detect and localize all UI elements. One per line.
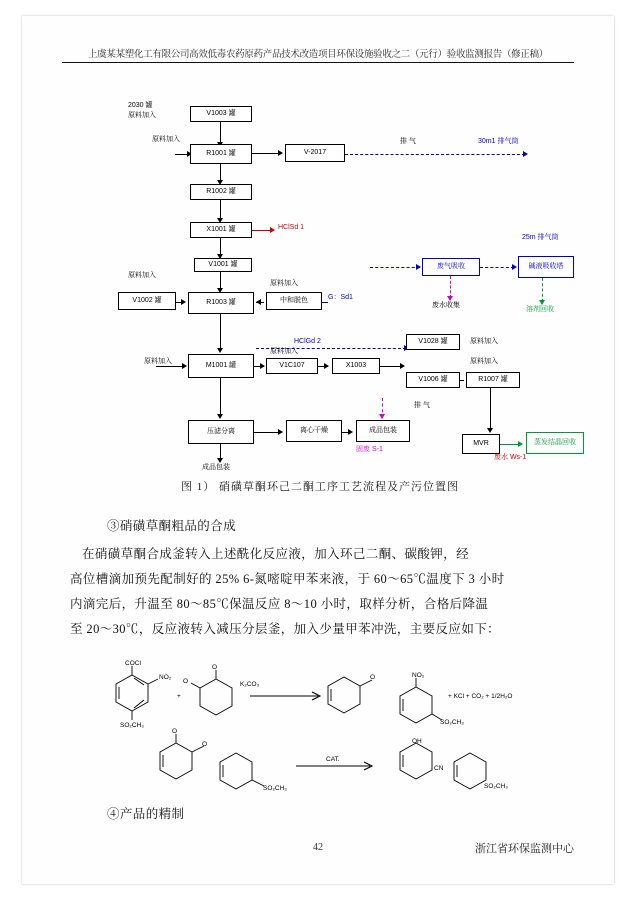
node-v1002: V1002 罐 [118, 292, 176, 310]
line-x1003-to-v1006 [380, 366, 402, 367]
paragraph-line-4: 至 20～30℃，反应液转入减压分层釜，加入少量甲苯冲洗，主要反应如下： [70, 622, 501, 636]
tag-hcl-sd1: HClSd 1 [278, 224, 305, 231]
line-bottom-left-to-mid [254, 432, 280, 433]
dashed-to-blue-left [370, 267, 420, 268]
node-r1003: R1003 罐 [188, 292, 254, 314]
tag-feed-v1007: 原料加入 [270, 348, 298, 355]
node-v1003: V1003 罐 [190, 106, 252, 122]
node-m1001: M1001 罐 [188, 354, 254, 378]
tag-feed-r1007: 原料加入 [470, 338, 498, 345]
node-bottom-left: 压滤分离 [188, 420, 254, 444]
node-v2017: V-2017 [285, 144, 345, 162]
paragraph-line-2: 高位槽滴加预先配制好的 25% 6-氮嘧啶甲苯来液，于 60～65℃温度下 3 小时 [70, 572, 505, 586]
paragraph-3-heading: ③硝磺草酮粗品的合成 [107, 519, 237, 533]
dashed-blue-left-to-right [480, 267, 514, 268]
arrow-right-m1001 [182, 363, 187, 369]
tag-solid-waste: 固废 S-1 [356, 446, 383, 453]
arrow-right-stack-30m [523, 151, 528, 157]
tag-left-feed-v1002: 原料加入 [128, 272, 156, 279]
chem-label-no2b: NO₂ [412, 672, 425, 679]
tag-feed-r1007b: 原料加入 [470, 358, 498, 365]
tag-feed-right-r1003: 原料加入 [270, 280, 298, 287]
chem-label-o3: O [370, 674, 376, 681]
arrow-right-blue-left [416, 264, 421, 270]
node-r1007: R1007 罐 [466, 372, 520, 388]
tag-recycle: 溶剂回收 [526, 306, 554, 313]
chemistry-svg [82, 660, 562, 801]
node-r1001: R1001 罐 [190, 144, 252, 164]
chem-label-o2: O [183, 678, 189, 685]
arrow-right-bottom-right [348, 429, 353, 435]
chem-label-o1: O [212, 664, 218, 671]
node-bottom-mid: 离心干燥 [286, 420, 342, 442]
chem-byproduct: + KCl + CO₂ + 1/2H₂O [448, 693, 513, 700]
tag-wastewater-collect: 废水收集 [432, 302, 460, 309]
node-green-right: 蒸发结晶回收 [526, 432, 584, 454]
dashed-down-green [542, 278, 543, 302]
paper-sheet [22, 16, 614, 884]
line-r1007-to-mvr [490, 388, 491, 430]
line-left-into-m1001 [156, 366, 184, 367]
chem-label-so2ch3d: SO₂CH₃ [484, 783, 508, 790]
node-x1001: X1001 罐 [190, 222, 252, 238]
arrow-right-v2017 [278, 150, 283, 156]
tag-hcl-gd2: G：Sd1 [328, 294, 353, 301]
node-bottom-right: 成品包装 [356, 420, 410, 442]
chem-label-k2co3: K₂CO₃ [240, 681, 260, 688]
arrow-down-mvr [487, 428, 493, 433]
line-x1001-to-solid-waste [252, 230, 272, 231]
line-r1001-to-v2017 [252, 153, 280, 154]
figure-caption: 图 1） 硝磺草酮环己二酮工序工艺流程及产污位置图 [181, 481, 459, 493]
arrow-right-r1003 [181, 299, 186, 305]
arrow-left-r1003 [256, 299, 261, 305]
line-mvr-to-green [500, 444, 520, 445]
line-r1003-to-m1001 [220, 314, 221, 350]
header-divider-line [62, 62, 574, 63]
line-v1003-to-r1001 [220, 122, 221, 144]
node-v1028: V1028 罐 [406, 334, 460, 350]
chem-label-cn: CN [434, 765, 444, 772]
arrow-down-m1001 [217, 348, 223, 353]
arrow-down-bottom-magenta [379, 414, 385, 419]
chem-label-o4: O [172, 728, 178, 735]
chem-label-no2: NO₂ [159, 674, 172, 681]
chem-plus-1: + [177, 693, 181, 700]
chem-label-so2ch3c: SO₂CH₃ [263, 785, 287, 792]
tag-left-feed-m1001: 原料加入 [144, 358, 172, 365]
arrow-right-v1006 [400, 363, 405, 369]
node-v1007: V1C107 [266, 358, 318, 374]
line-m1001-to-bottom [220, 378, 221, 416]
dashed-line-to-stack-30m [345, 154, 525, 155]
line-r1002-to-x1001 [220, 200, 221, 220]
arrow-right-bottom-mid [278, 429, 283, 435]
arrow-down-magenta [447, 296, 453, 301]
tag-left-feed-r1001: 原料加入 [152, 136, 180, 143]
tag-vent-mid: 排 气 [414, 402, 430, 409]
arrow-down-final [217, 458, 223, 463]
paragraph-4-heading: ④产品的精制 [107, 807, 185, 821]
tag-vent-top: 排 气 [400, 138, 416, 145]
tag-hcl-sd3: HClGd 2 [294, 338, 321, 345]
dashed-down-magenta [450, 276, 451, 298]
tag-ws1: 废水 Ws-1 [494, 454, 527, 461]
arrow-right-x1003 [324, 363, 329, 369]
tag-2030: 2030 罐 [128, 102, 153, 109]
chem-label-cocl: COCl [125, 660, 141, 667]
arrow-right-blue-right [512, 264, 517, 270]
paragraph-line-1: 在硝磺草酮合成釜转入上述酰化反应液，加入环己二酮、碳酸钾，经 [82, 547, 470, 561]
footer-organization: 浙江省环保监测中心 [475, 843, 574, 855]
tag-30m-stack: 30m1 排气筒 [478, 138, 519, 145]
chem-label-oh: OH [412, 738, 422, 745]
line-v1006-to-r1007 [460, 380, 464, 381]
node-v1001: V1001 罐 [194, 258, 252, 272]
chem-label-cat: CAT. [326, 756, 340, 763]
paragraph-line-3: 内滴完后，升温至 80～85℃保温反应 8～10 小时，取样分析，合格后降温 [70, 597, 489, 611]
document-header-title: 上虞某某塑化工有限公司高效低毒农药原药产品技术改造项目环保设施验收之二（元行）验收监测报告（修正稿） [87, 49, 548, 60]
node-x1003: X1003 [332, 358, 380, 374]
chem-label-so2ch3b: SO₂CH₃ [440, 719, 464, 726]
node-blue-left: 废气吸收 [422, 258, 480, 276]
node-mvr: MVR [462, 434, 500, 454]
tag-left-feed-top: 原料加入 [128, 112, 156, 119]
arrow-down-bottom-left [217, 414, 223, 419]
node-center-box: 中和脱色 [266, 292, 322, 310]
process-flow-diagram [70, 76, 576, 471]
node-r1002: R1002 罐 [190, 184, 252, 200]
arrow-right-solid-waste [270, 227, 275, 233]
chem-label-o5: O [202, 741, 208, 748]
chem-label-so2ch3: SO₂CH₃ [120, 722, 144, 729]
chemical-reaction-scheme [82, 660, 562, 801]
node-blue-right: 碱液吸收塔 [518, 256, 574, 278]
arrow-down-green [539, 300, 545, 305]
node-v1006: V1006 罐 [406, 372, 460, 388]
arrow-right-green [518, 441, 523, 447]
arrow-right-v1007 [260, 363, 265, 369]
tag-25m-stack: 25m 排气筒 [522, 234, 559, 241]
page-number: 42 [313, 842, 323, 853]
tag-final-product: 成品包装 [202, 464, 230, 471]
dashed-hcl-gd2 [322, 302, 328, 303]
